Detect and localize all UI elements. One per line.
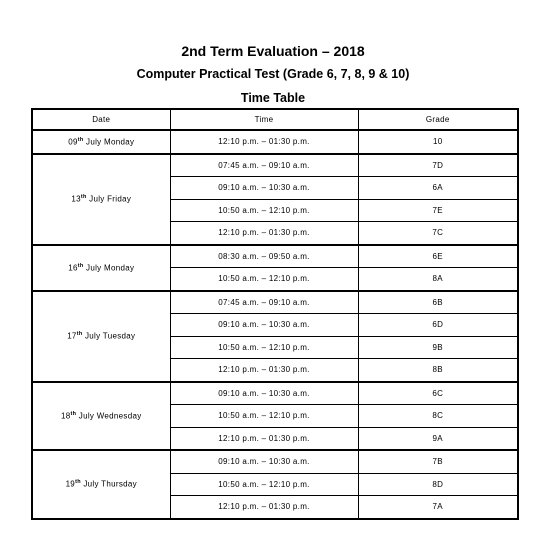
date-ordinal-suffix: th [70, 410, 77, 417]
time-cell: 10:50 a.m. – 12:10 p.m. [170, 268, 358, 291]
grade-cell: 7E [358, 199, 518, 222]
grade-cell: 6B [358, 291, 518, 314]
date-cell [32, 154, 170, 245]
grade-cell: 7B [358, 450, 518, 473]
date-cell [32, 130, 170, 154]
header-date: Date [32, 109, 170, 130]
date-day: 19 [65, 480, 76, 490]
table-row [32, 291, 518, 314]
table-row [32, 450, 518, 473]
grade-cell: 6E [358, 245, 518, 268]
date-day: 18 [60, 411, 71, 421]
time-cell: 09:10 a.m. – 10:30 a.m. [170, 450, 358, 473]
date-ordinal-suffix: th [77, 262, 84, 269]
date-day: 16 [68, 263, 78, 273]
time-cell: 12:10 p.m. – 01:30 p.m. [170, 130, 358, 154]
grade-cell: 8C [358, 405, 518, 428]
time-cell: 12:10 p.m. – 01:30 p.m. [170, 496, 358, 519]
date-month-weekday: July Friday [86, 194, 132, 204]
grade-cell: 7D [358, 154, 518, 177]
grade-cell: 8D [358, 473, 518, 496]
grade-cell: 6C [358, 382, 518, 405]
time-cell: 10:50 a.m. – 12:10 p.m. [170, 199, 358, 222]
date-cell [32, 291, 170, 382]
time-cell: 12:10 p.m. – 01:30 p.m. [170, 222, 358, 245]
grade-cell: 8A [358, 268, 518, 291]
date-ordinal-suffix: th [76, 331, 83, 338]
timetable-body [32, 130, 518, 519]
grade-cell: 6A [358, 177, 518, 200]
date-month-weekday: July Tuesday [82, 331, 136, 341]
time-cell: 09:10 a.m. – 10:30 a.m. [170, 314, 358, 337]
date-day: 09 [68, 137, 78, 147]
date-ordinal-suffix: th [77, 136, 84, 143]
date-month-weekday: July Monday [83, 263, 135, 273]
table-row [32, 130, 518, 154]
date-month-weekday: July Wednesday [76, 411, 142, 421]
table-row [32, 154, 518, 177]
date-month-weekday: July Thursday [80, 480, 137, 490]
grade-cell: 9B [358, 336, 518, 359]
date-ordinal-suffix: th [75, 479, 81, 486]
time-cell: 10:50 a.m. – 12:10 p.m. [170, 473, 358, 496]
grade-cell: 7C [358, 222, 518, 245]
date-day: 17 [67, 331, 77, 341]
header-grade: Grade [358, 109, 518, 130]
time-cell: 07:45 a.m. – 09:10 a.m. [170, 291, 358, 314]
time-cell: 10:50 a.m. – 12:10 p.m. [170, 336, 358, 359]
date-cell [32, 382, 170, 451]
timetable [31, 108, 519, 520]
header-time: Time [170, 109, 358, 130]
date-day: 13 [71, 194, 81, 204]
grade-cell: 9A [358, 427, 518, 450]
date-month-weekday: July Monday [83, 137, 135, 147]
time-cell: 12:10 p.m. – 01:30 p.m. [170, 359, 358, 382]
table-heading: Time Table [240, 91, 306, 105]
time-cell: 07:45 a.m. – 09:10 a.m. [170, 154, 358, 177]
time-cell: 10:50 a.m. – 12:10 p.m. [170, 405, 358, 428]
grade-cell: 6D [358, 314, 518, 337]
time-cell: 12:10 p.m. – 01:30 p.m. [170, 427, 358, 450]
document-subtitle: Computer Practical Test (Grade 6, 7, 8, 9 & 10) [136, 67, 410, 81]
date-ordinal-suffix: th [80, 194, 87, 201]
table-row [32, 245, 518, 268]
time-cell: 08:30 a.m. – 09:50 a.m. [170, 245, 358, 268]
date-cell [32, 450, 170, 519]
time-cell: 09:10 a.m. – 10:30 a.m. [170, 382, 358, 405]
header-row [32, 109, 518, 130]
document-title: 2nd Term Evaluation – 2018 [181, 43, 365, 59]
date-cell [32, 245, 170, 291]
grade-cell: 7A [358, 496, 518, 519]
grade-cell: 8B [358, 359, 518, 382]
grade-cell: 10 [358, 130, 518, 154]
time-cell: 09:10 a.m. – 10:30 a.m. [170, 177, 358, 200]
table-row [32, 382, 518, 405]
